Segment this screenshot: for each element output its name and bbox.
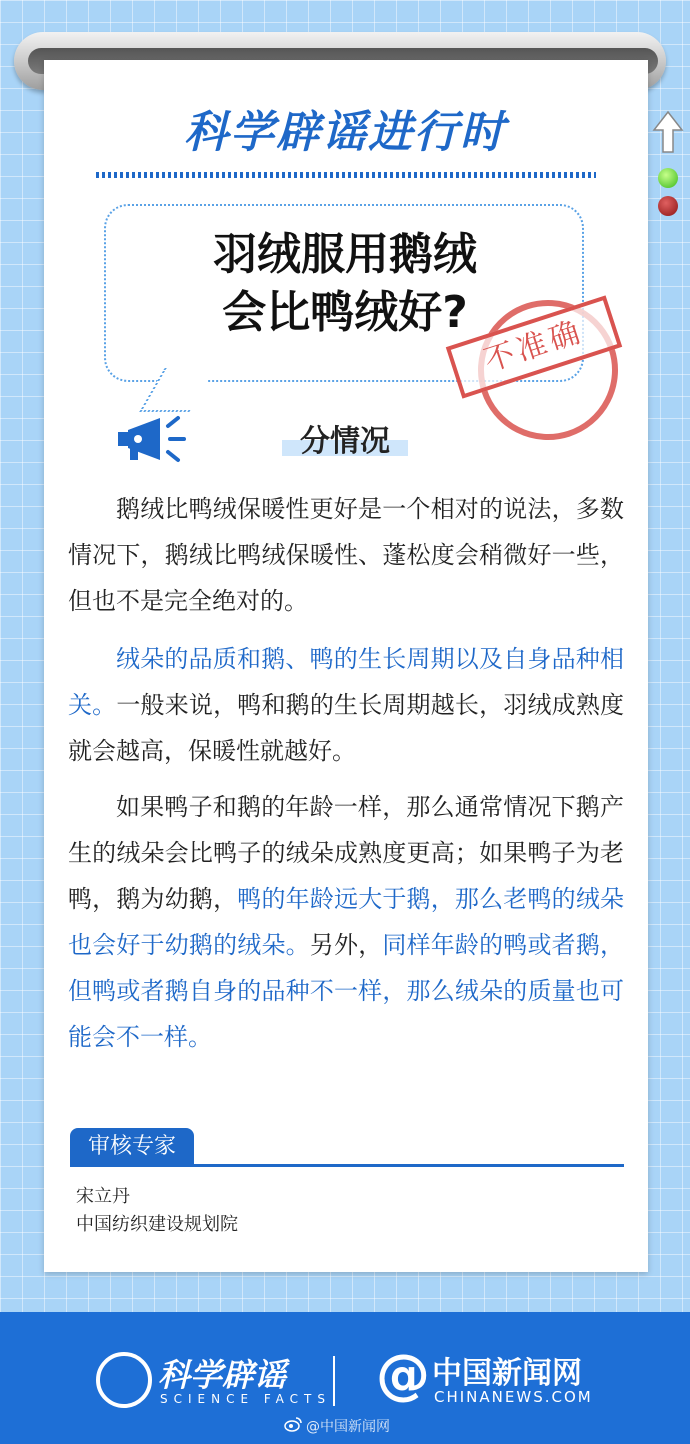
weibo-icon (284, 1416, 302, 1432)
subtitle: 分情况 (300, 424, 390, 459)
watermark: @中国新闻网 (306, 1419, 390, 1435)
reviewer-org: 中国纺织建设规划院 (76, 1214, 238, 1235)
arrow-up-icon (652, 110, 684, 154)
paragraph-3-highlight-d: 同样年龄的鸭或者鹅，但鸭或者鹅自身的品种不一样，那么绒朵的质量也可能会不一样。 (68, 931, 625, 1051)
stamp-label: 不准确 (446, 295, 622, 398)
footer-right-brand: 中国新闻网 (432, 1356, 582, 1391)
paragraph-2-text: 一般来说，鸭和鹅的生长周期越长，羽绒成熟度就会越高，保暖性就越好。 (68, 691, 625, 765)
paragraph-1 (68, 486, 624, 624)
paragraph-3-highlight-b: 鸭的年龄远大于鹅，那么老鸭的绒朵也会好于幼鹅的绒朵。 (68, 885, 625, 959)
reviewer-name: 宋立丹 (76, 1186, 130, 1207)
reviewer-tab: 审核专家 (70, 1128, 194, 1166)
page-title: 科学辟谣进行时 (184, 107, 506, 158)
paragraph-3-text-a: 如果鸭子和鹅的年龄一样，那么通常情况下鹅产生的绒朵会比鸭子的绒朵成熟度更高；如果鸭子为老鸭，鹅为幼鹅， (68, 793, 624, 913)
green-light-icon (658, 168, 678, 188)
paragraph-3 (68, 784, 624, 1060)
paragraph-2-highlight: 绒朵的品质和鹅、鸭的生长周期以及自身品种相关。 (68, 645, 624, 719)
paragraph-2 (68, 636, 624, 774)
science-facts-logo-icon (96, 1352, 152, 1408)
headline-line-1: 羽绒服用鹅绒 (213, 229, 477, 280)
footer-right-brand-en: CHINANEWS.COM (434, 1388, 593, 1406)
footer-divider (333, 1356, 335, 1406)
red-light-icon (658, 196, 678, 216)
footer-left-brand-en: SCIENCE FACTS (160, 1392, 331, 1406)
headline-line-2: 会比鸭绒好? (222, 287, 468, 338)
footer-left-brand: 科学辟谣 (158, 1356, 287, 1394)
paragraph-3-text-c: 另外， (309, 931, 383, 959)
chinanews-logo-icon: @ (376, 1343, 430, 1406)
reviewer-divider (70, 1164, 624, 1167)
title-divider (96, 172, 596, 178)
paragraph-1-text: 鹅绒比鸭绒保暖性更好是一个相对的说法，多数情况下，鹅绒比鸭绒保暖性、蓬松度会稍微好一些，但也不是完全绝对的。 (68, 495, 624, 615)
